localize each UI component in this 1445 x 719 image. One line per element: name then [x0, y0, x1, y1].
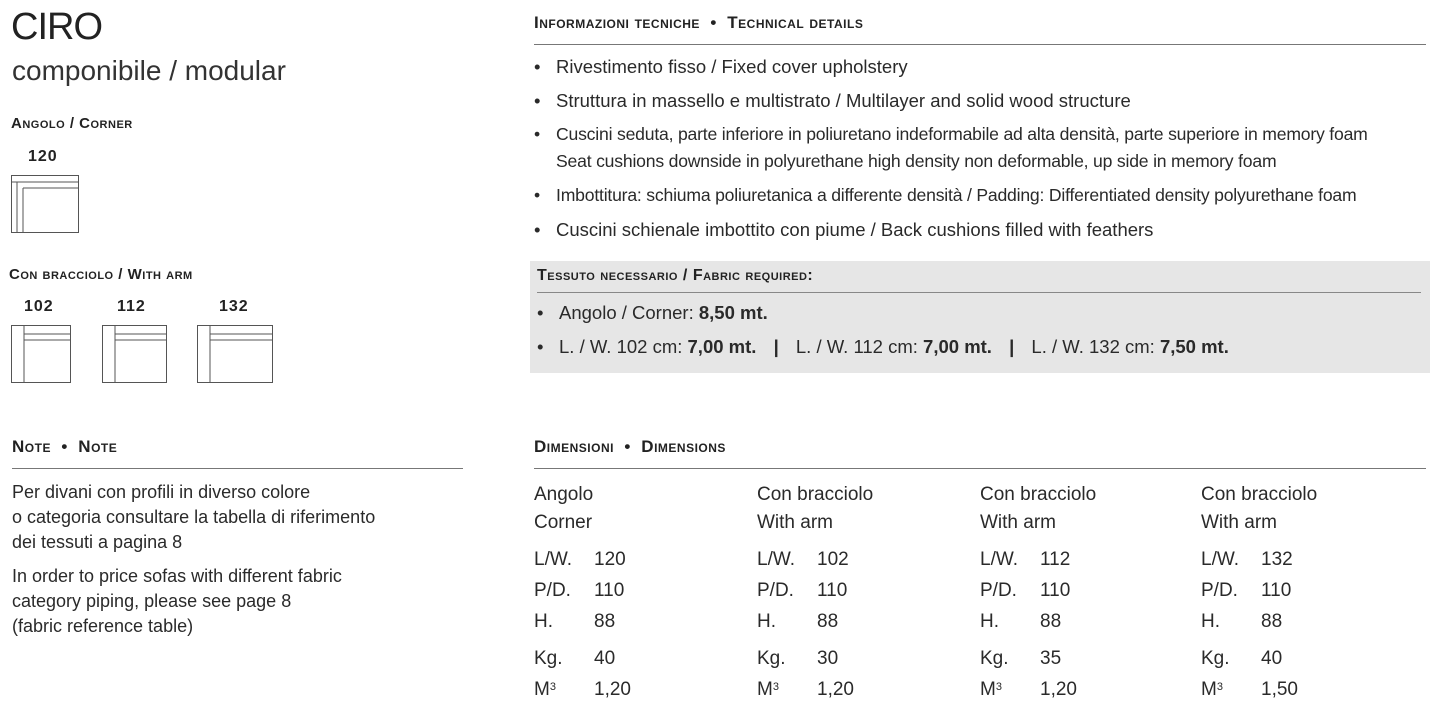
- note-it-line: dei tessuti a pagina 8: [12, 532, 183, 552]
- dim-key: $M^3$: [757, 678, 779, 700]
- dim-row-lw: [757, 544, 967, 575]
- dim-row-lw: [1201, 544, 1411, 575]
- dim-key: P/D.: [1201, 579, 1238, 601]
- dimensions-column-arm-112: [980, 481, 1190, 705]
- dim-value: 102: [817, 548, 849, 570]
- note-en-line: In order to price sofas with different fabric: [12, 566, 342, 586]
- technical-list: [534, 53, 1439, 243]
- arm-size-102: 102: [24, 298, 54, 315]
- dim-value: 88: [594, 610, 616, 632]
- note-divider: [12, 468, 463, 469]
- dim-row-h: [980, 606, 1190, 637]
- note-text-it: [12, 480, 472, 555]
- arm-sofa-102-icon: [11, 325, 71, 388]
- note-it-line: o categoria consultare la tabella di riferimento: [12, 507, 376, 527]
- dim-row-pd: [980, 575, 1190, 606]
- dim-title-it: Con bracciolo: [757, 484, 874, 505]
- dim-value: 1,20: [1040, 678, 1077, 700]
- dim-key: $M^3$: [1201, 678, 1223, 700]
- dim-value: 132: [1261, 548, 1293, 570]
- technical-item: • Imbottitura: schiuma poliuretanica a differente densità / Padding: Differentiated density polyurethane foam: [534, 182, 1439, 209]
- dim-key: P/D.: [980, 579, 1017, 601]
- note-text-en: [12, 564, 472, 639]
- dim-value: 120: [594, 548, 626, 570]
- dim-row-pd: [1201, 575, 1411, 606]
- dim-value: 110: [1040, 579, 1071, 601]
- technical-item: • Rivestimento fisso / Fixed cover upholstery: [534, 53, 1439, 80]
- dim-key: Kg.: [534, 647, 563, 669]
- dim-value: 1,50: [1261, 678, 1298, 700]
- note-heading: Note • Note: [12, 437, 118, 456]
- fabric-heading: Tessuto necessario / Fabric required:: [537, 267, 814, 284]
- dim-row-m3: [534, 674, 744, 705]
- dim-title-en: With arm: [980, 512, 1056, 533]
- technical-item-line-en: Seat cushions downside in polyurethane high density non deformable, up side in memory foam: [556, 151, 1277, 171]
- dim-row-kg: [980, 643, 1190, 674]
- dim-key: P/D.: [757, 579, 794, 601]
- dim-title-en: With arm: [1201, 512, 1277, 533]
- dim-title-en: With arm: [757, 512, 833, 533]
- dim-row-m3: [757, 674, 967, 705]
- arm-sofa-112-icon: [102, 325, 167, 388]
- fabric-divider: [537, 292, 1421, 293]
- dim-row-pd: [534, 575, 744, 606]
- dim-value: 40: [594, 647, 616, 669]
- dim-key: L/W.: [534, 548, 573, 570]
- product-name: CIRO: [11, 6, 102, 48]
- fabric-arm-value: 7,00 mt.: [923, 336, 992, 357]
- fabric-separator: |: [1009, 336, 1015, 357]
- dim-row-h: [757, 606, 967, 637]
- dim-row-m3: [980, 674, 1190, 705]
- dim-value: 35: [1040, 647, 1062, 669]
- fabric-corner-value: 8,50 mt.: [698, 302, 768, 323]
- fabric-arm-item: [537, 333, 1427, 360]
- dim-row-pd: [757, 575, 967, 606]
- fabric-arm-value: 7,00 mt.: [687, 336, 757, 357]
- dim-key: $M^3$: [534, 678, 556, 700]
- corner-module-label: Angolo / Corner: [11, 115, 133, 132]
- technical-divider: [534, 44, 1426, 45]
- dimensions-column-arm-132: [1201, 481, 1411, 705]
- arm-sofa-132-icon: [197, 325, 273, 388]
- dim-key: H.: [1201, 610, 1220, 632]
- dim-value: 110: [594, 579, 625, 601]
- dim-row-m3: [1201, 674, 1411, 705]
- dim-key: $M^3$: [980, 678, 1002, 700]
- dimensions-column-arm-102: [757, 481, 967, 705]
- dim-value: 40: [1261, 647, 1283, 669]
- technical-item: • Cuscini schienale imbottito con piume / Back cushions filled with feathers: [534, 216, 1439, 243]
- dim-key: H.: [980, 610, 999, 632]
- dim-key: L/W.: [1201, 548, 1240, 570]
- dim-row-kg: [1201, 643, 1411, 674]
- dim-title-it: Angolo: [534, 484, 594, 505]
- technical-item: • Struttura in massello e multistrato / Multilayer and solid wood structure: [534, 87, 1439, 114]
- arm-module-label: Con bracciolo / With arm: [9, 266, 193, 283]
- dim-row-h: [1201, 606, 1411, 637]
- dim-title-it: Con bracciolo: [980, 484, 1097, 505]
- dim-value: 112: [1040, 548, 1071, 570]
- dim-value: 88: [817, 610, 839, 632]
- fabric-corner-item: [537, 299, 1427, 326]
- corner-size-120: 120: [28, 148, 58, 165]
- dim-row-kg: [757, 643, 967, 674]
- dim-row-h: [534, 606, 744, 637]
- technical-heading: Informazioni tecniche • Technical details: [534, 13, 864, 32]
- note-en-line: category piping, please see page 8: [12, 591, 292, 611]
- product-subtitle: componibile / modular: [12, 55, 286, 86]
- dim-title-en: Corner: [534, 512, 593, 533]
- dim-row-kg: [534, 643, 744, 674]
- technical-item-cushions: [534, 121, 1439, 175]
- dim-value: 110: [817, 579, 848, 601]
- dim-row-lw: [980, 544, 1190, 575]
- dimensions-heading: Dimensioni • Dimensions: [534, 437, 726, 456]
- dim-key: Kg.: [757, 647, 786, 669]
- dim-key: P/D.: [534, 579, 571, 601]
- dim-value: 88: [1040, 610, 1062, 632]
- fabric-separator: |: [773, 336, 779, 357]
- arm-size-132: 132: [219, 298, 249, 315]
- dim-key: H.: [757, 610, 776, 632]
- dim-title-it: Con bracciolo: [1201, 484, 1318, 505]
- dim-row-lw: [534, 544, 744, 575]
- dim-key: L/W.: [980, 548, 1019, 570]
- dim-key: Kg.: [1201, 647, 1230, 669]
- fabric-list: [537, 299, 1427, 360]
- dim-key: L/W.: [757, 548, 796, 570]
- dim-value: 88: [1261, 610, 1283, 632]
- fabric-arm-label: L. / W. 112 cm:: [795, 336, 924, 357]
- dim-value: 110: [1261, 579, 1292, 601]
- note-it-line: Per divani con profili in diverso colore: [12, 482, 311, 502]
- technical-item-line-it: • Cuscini seduta, parte inferiore in poliuretano indeformabile ad alta densità, parte superiore in memory foam: [556, 124, 1368, 144]
- fabric-arm-label: L. / W. 102 cm:: [559, 336, 688, 357]
- dim-value: 1,20: [817, 678, 854, 700]
- dimensions-divider: [534, 468, 1426, 469]
- fabric-arm-label: L. / W. 132 cm:: [1031, 336, 1160, 357]
- arm-size-112: 112: [117, 298, 146, 315]
- fabric-arm-value: 7,50 mt.: [1159, 336, 1229, 357]
- corner-sofa-icon: [11, 175, 79, 233]
- dim-key: Kg.: [980, 647, 1009, 669]
- dim-value: 1,20: [594, 678, 631, 700]
- dim-value: 30: [817, 647, 839, 669]
- dimensions-column-corner: [534, 481, 744, 705]
- note-en-line: (fabric reference table): [12, 616, 194, 636]
- fabric-corner-label: Angolo / Corner:: [559, 302, 699, 323]
- dim-key: H.: [534, 610, 553, 632]
